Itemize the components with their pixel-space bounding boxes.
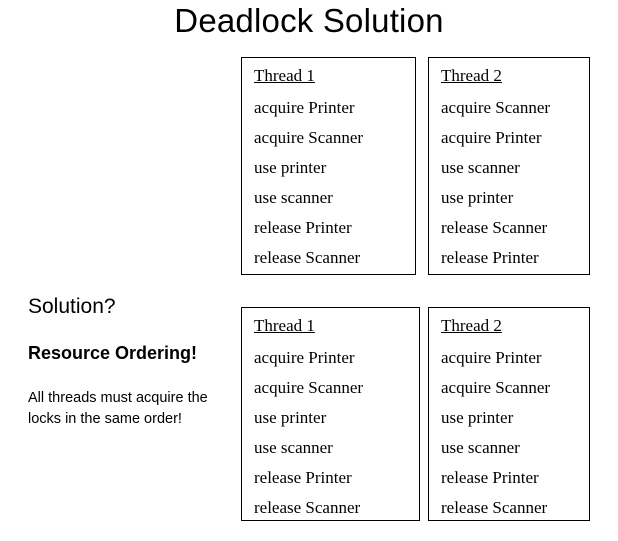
left-explanation-panel bbox=[28, 295, 228, 430]
code-line: use printer bbox=[254, 408, 327, 427]
code-line: use printer bbox=[441, 188, 514, 207]
code-line: release Printer bbox=[441, 468, 539, 487]
page-title: Deadlock Solution bbox=[174, 2, 444, 39]
code-box-title: Thread 2 bbox=[441, 66, 502, 85]
code-line: acquire Scanner bbox=[254, 378, 364, 397]
code-line: use scanner bbox=[441, 438, 520, 457]
code-box-title: Thread 1 bbox=[254, 316, 315, 335]
code-line: acquire Printer bbox=[441, 348, 542, 367]
code-line: release Scanner bbox=[441, 218, 548, 237]
code-line: use scanner bbox=[254, 438, 333, 457]
code-line: release Scanner bbox=[254, 248, 361, 267]
code-line: release Printer bbox=[254, 218, 352, 237]
code-box-title: Thread 1 bbox=[254, 66, 315, 85]
code-line: acquire Printer bbox=[254, 348, 355, 367]
code-line: acquire Printer bbox=[254, 98, 355, 117]
code-line: use scanner bbox=[254, 188, 333, 207]
ordering-note-text: All threads must acquire the locks in the same order! bbox=[28, 390, 208, 427]
code-line: use printer bbox=[254, 158, 327, 177]
code-line: acquire Scanner bbox=[441, 98, 551, 117]
code-line: release Scanner bbox=[441, 498, 548, 517]
code-box-thread1-solution bbox=[241, 307, 420, 521]
code-line: acquire Scanner bbox=[254, 128, 364, 147]
code-line: acquire Scanner bbox=[441, 378, 551, 397]
code-line: release Printer bbox=[441, 248, 539, 267]
code-line: use scanner bbox=[441, 158, 520, 177]
resource-ordering-label: Resource Ordering! bbox=[28, 343, 198, 363]
code-box-thread1-deadlock bbox=[241, 57, 416, 275]
code-box-thread2-deadlock bbox=[428, 57, 590, 275]
code-line: release Scanner bbox=[254, 498, 361, 517]
code-line: release Printer bbox=[254, 468, 352, 487]
code-line: acquire Printer bbox=[441, 128, 542, 147]
code-line: use printer bbox=[441, 408, 514, 427]
code-box-thread2-solution bbox=[428, 307, 590, 521]
solution-question-label: Solution? bbox=[28, 295, 116, 318]
code-box-title: Thread 2 bbox=[441, 316, 502, 335]
